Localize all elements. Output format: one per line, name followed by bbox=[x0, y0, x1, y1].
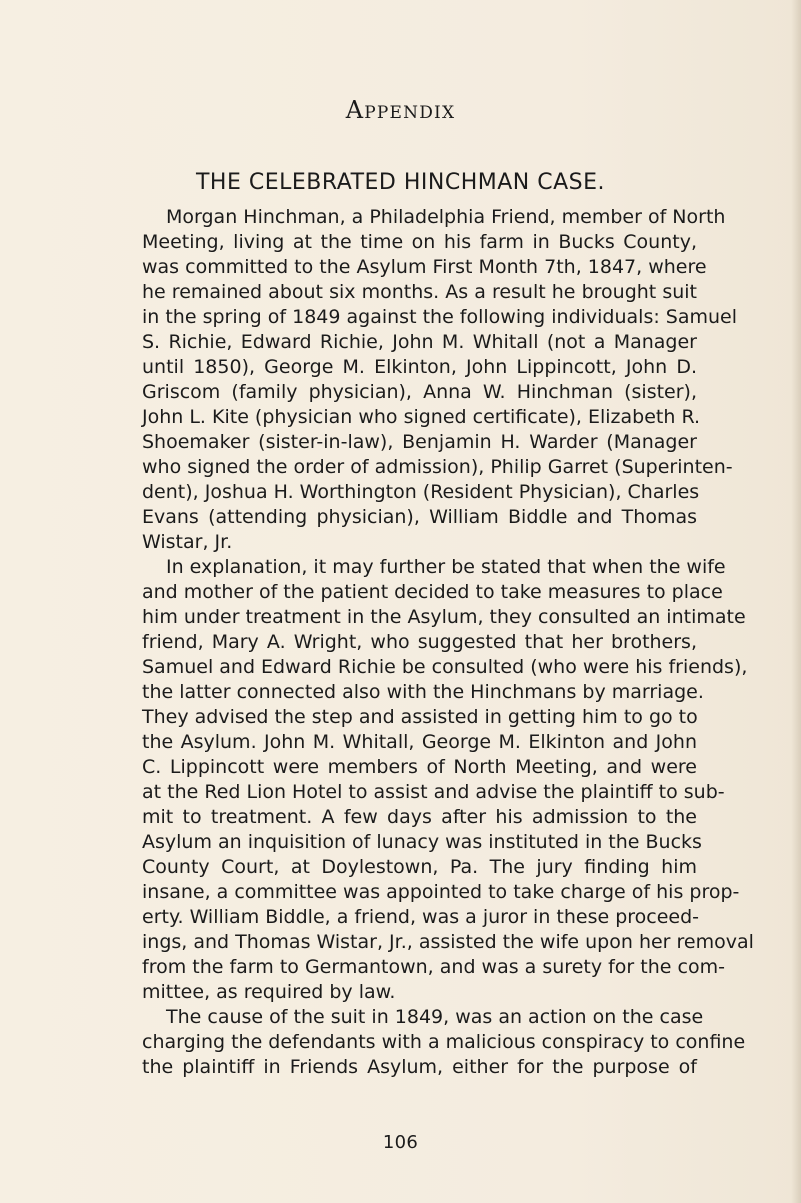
text-line: Samuel and Edward Richie be consulted (who were his friends), bbox=[142, 656, 748, 678]
text-line: They advised the step and assisted in getting him to go to bbox=[142, 706, 698, 728]
text-line: ings, and Thomas Wistar, Jr., assisted the wife upon her removal bbox=[142, 931, 754, 953]
chapter-title: THE CELEBRATED HINCHMAN CASE. bbox=[195, 170, 606, 195]
text-line: mit to treatment. A few days after his admission to the bbox=[142, 806, 697, 828]
text-line: he remained about six months. As a result he brought suit bbox=[142, 281, 697, 303]
text-line: S. Richie, Edward Richie, John M. Whitall (not a Manager bbox=[142, 331, 697, 353]
text-line: Wistar, Jr. bbox=[142, 531, 233, 553]
page-number: 106 bbox=[382, 1132, 419, 1153]
text-line: until 1850), George M. Elkinton, John Lippincott, John D. bbox=[142, 356, 697, 378]
text-line: friend, Mary A. Wright, who suggested that her brothers, bbox=[142, 631, 697, 653]
text-line: from the farm to Germantown, and was a surety for the com- bbox=[142, 956, 725, 978]
text-line: The cause of the suit in 1849, was an action on the case bbox=[166, 1006, 704, 1028]
text-line: the Asylum. John M. Whitall, George M. Elkinton and John bbox=[142, 731, 697, 753]
text-line: County Court, at Doylestown, Pa. The jury finding him bbox=[142, 856, 697, 878]
body-text bbox=[142, 205, 754, 1080]
text-line: mittee, as required by law. bbox=[142, 981, 396, 1003]
paragraph-1 bbox=[142, 205, 738, 555]
text-line: charging the defendants with a malicious conspiracy to confine bbox=[142, 1031, 746, 1053]
text-line: who signed the order of admission), Philip Garret (Superinten- bbox=[142, 456, 733, 478]
text-line: the plaintiff in Friends Asylum, either for the purpose of bbox=[142, 1056, 697, 1078]
text-line: Shoemaker (sister-in-law), Benjamin H. Warder (Manager bbox=[142, 431, 697, 453]
text-line: at the Red Lion Hotel to assist and advise the plaintiff to sub- bbox=[142, 781, 725, 803]
paragraph-2 bbox=[142, 555, 754, 1005]
text-line: and mother of the patient decided to take measures to place bbox=[142, 581, 723, 603]
text-line: John L. Kite (physician who signed certificate), Elizabeth R. bbox=[142, 406, 701, 428]
text-line: in the spring of 1849 against the following individuals: Samuel bbox=[142, 306, 738, 328]
text-line: C. Lippincott were members of North Meeting, and were bbox=[142, 756, 697, 778]
text-line: erty. William Biddle, a friend, was a juror in these proceed- bbox=[142, 906, 700, 928]
text-line: the latter connected also with the Hinchmans by marriage. bbox=[142, 681, 704, 703]
text-line: was committed to the Asylum First Month 7th, 1847, where bbox=[142, 256, 707, 278]
text-line: In explanation, it may further be stated that when the wife bbox=[166, 556, 726, 578]
text-line: dent), Joshua H. Worthington (Resident Physician), Charles bbox=[142, 481, 700, 503]
text-line: insane, a committee was appointed to take charge of his prop- bbox=[142, 881, 740, 903]
text-line: Asylum an inquisition of lunacy was instituted in the Bucks bbox=[142, 831, 702, 853]
text-line: him under treatment in the Asylum, they consulted an intimate bbox=[142, 606, 746, 628]
text-line: Evans (attending physician), William Biddle and Thomas bbox=[142, 506, 697, 528]
paragraph-3 bbox=[142, 1005, 746, 1080]
text-line: Morgan Hinchman, a Philadelphia Friend, member of North bbox=[166, 206, 726, 228]
running-head: Appendix bbox=[345, 96, 456, 124]
text-line: Meeting, living at the time on his farm in Bucks County, bbox=[142, 231, 697, 253]
text-line: Griscom (family physician), Anna W. Hinchman (sister), bbox=[142, 381, 697, 403]
